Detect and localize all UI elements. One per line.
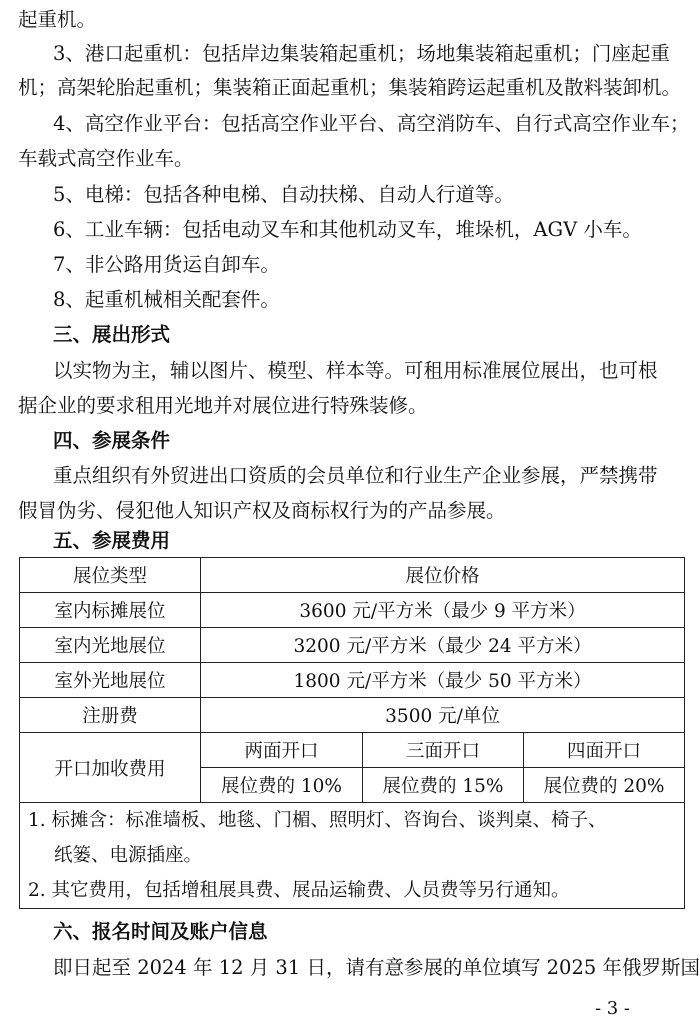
table-row bbox=[20, 663, 685, 698]
booth-price-cell: 1800 元/平方米（最少 50 平方米） bbox=[201, 663, 685, 698]
body-line: 4、高空作业平台：包括高空作业平台、高空消防车、自行式高空作业车； bbox=[53, 112, 690, 135]
body-line: 起重机。 bbox=[18, 8, 97, 31]
section-heading: 五、参展费用 bbox=[53, 529, 171, 552]
booth-price-cell: 3600 元/平方米（最少 9 平方米） bbox=[201, 593, 685, 628]
booth-price-cell: 3200 元/平方米（最少 24 平方米） bbox=[201, 628, 685, 663]
section-heading: 三、展出形式 bbox=[53, 323, 171, 346]
opening-fee-cell: 展位费的 15% bbox=[363, 768, 524, 803]
table-header-cell: 展位类型 bbox=[20, 558, 201, 593]
table-header-cell: 展位价格 bbox=[201, 558, 685, 593]
opening-fee-cell: 展位费的 20% bbox=[524, 768, 685, 803]
table-row bbox=[20, 628, 685, 663]
table-row bbox=[20, 733, 685, 768]
body-line: 5、电梯：包括各种电梯、自动扶梯、自动人行道等。 bbox=[53, 183, 514, 206]
body-line: 假冒伪劣、侵犯他人知识产权及商标权行为的产品参展。 bbox=[18, 499, 506, 522]
page-number: - 3 - bbox=[594, 998, 630, 1019]
opening-type-cell: 两面开口 bbox=[201, 733, 363, 768]
note-item: 1. 标摊含：标准墙板、地毯、门楣、照明灯、咨询台、谈判桌、椅子、 bbox=[28, 810, 607, 831]
opening-type-cell: 三面开口 bbox=[363, 733, 524, 768]
opening-label-cell: 开口加收费用 bbox=[20, 733, 201, 803]
table-row bbox=[20, 593, 685, 628]
body-line: 6、工业车辆：包括电动叉车和其他机动叉车，堆垛机，AGV 小车。 bbox=[53, 218, 642, 241]
body-line: 8、起重机械相关配套件。 bbox=[53, 288, 280, 311]
body-line: 以实物为主，辅以图片、模型、样本等。可租用标准展位展出，也可根 bbox=[53, 359, 658, 382]
booth-price-cell: 3500 元/单位 bbox=[201, 698, 685, 733]
booth-type-cell: 室内光地展位 bbox=[20, 628, 201, 663]
fee-table bbox=[19, 557, 685, 909]
booth-type-cell: 室外光地展位 bbox=[20, 663, 201, 698]
table-row bbox=[20, 698, 685, 733]
section-heading: 四、参展条件 bbox=[53, 429, 171, 452]
body-line: 即日起至 2024 年 12 月 31 日，请有意参展的单位填写 2025 年俄罗斯国 bbox=[53, 956, 700, 979]
booth-type-cell: 注册费 bbox=[20, 698, 201, 733]
opening-type-cell: 四面开口 bbox=[524, 733, 685, 768]
body-line: 据企业的要求租用光地并对展位进行特殊装修。 bbox=[18, 394, 428, 417]
body-line: 重点组织有外贸进出口资质的会员单位和行业生产企业参展，严禁携带 bbox=[53, 464, 658, 487]
table-notes-row bbox=[20, 803, 685, 909]
body-line: 3、港口起重机：包括岸边集装箱起重机；场地集装箱起重机；门座起重 bbox=[53, 42, 670, 65]
body-line: 7、非公路用货运自卸车。 bbox=[53, 253, 280, 276]
booth-type-cell: 室内标摊展位 bbox=[20, 593, 201, 628]
body-line: 车载式高空作业车。 bbox=[18, 147, 194, 170]
opening-fee-cell: 展位费的 10% bbox=[201, 768, 363, 803]
body-line: 机；高架轮胎起重机；集装箱正面起重机；集装箱跨运起重机及散料装卸机。 bbox=[18, 76, 682, 99]
section-heading: 六、报名时间及账户信息 bbox=[53, 920, 268, 943]
table-header-row bbox=[20, 558, 685, 593]
note-item-continuation: 纸篓、电源插座。 bbox=[54, 845, 203, 866]
table-notes-cell bbox=[20, 803, 685, 909]
note-item: 2. 其它费用，包括增租展具费、展品运输费、人员费等另行通知。 bbox=[28, 880, 570, 901]
